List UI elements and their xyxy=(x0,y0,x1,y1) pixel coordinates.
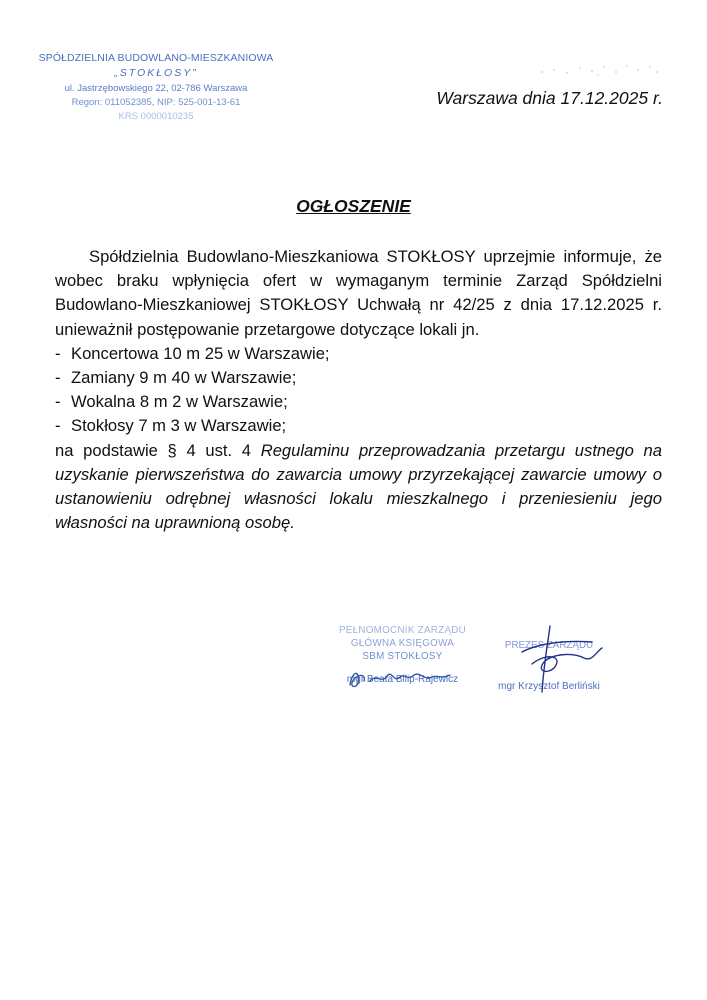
list-dash: - xyxy=(55,416,61,436)
signature-left-org: SBM STOKŁOSY xyxy=(362,651,443,662)
closing-paragraph xyxy=(55,439,662,536)
document-body xyxy=(55,245,662,535)
intro-paragraph: Spółdzielnia Budowlano-Mieszkaniowa STOKŁOSY uprzejmie informuje, że wobec braku wpłynięcia ofert w wymaganym terminie Zarząd Spółdzielni Budowlano-Mieszkaniowej STOKŁOSY Uchwałą nr 42/25 z dnia 17.12.2025 r. unieważnił postępowanie przetargowe dotyczące lokali jn. xyxy=(55,247,662,339)
list-item-text: Zamiany 9 m 40 w Warszawie; xyxy=(71,368,297,388)
company-stamp xyxy=(30,52,282,122)
list-dash: - xyxy=(55,368,61,388)
signature-left-role: GŁÓWNA KSIĘGOWA xyxy=(350,638,455,649)
document-title: OGŁOSZENIE xyxy=(296,196,411,216)
signature-left-name: mgr Beata Bilip-Rajewicz xyxy=(346,674,459,685)
list-dash: - xyxy=(55,392,61,412)
signature-block-left xyxy=(320,625,485,685)
signature-block-right xyxy=(484,640,614,692)
signature-right-name: mgr Krzysztof Berliński xyxy=(498,681,600,692)
list-item xyxy=(55,414,662,438)
document-date: Warszawa dnia 17.12.2025 r. xyxy=(436,88,663,108)
handwritten-signature-left xyxy=(342,663,462,693)
closing-prefix: na podstawie § 4 ust. 4 xyxy=(55,440,261,460)
handwritten-signature-right xyxy=(492,622,607,697)
list-item xyxy=(55,390,662,414)
stamp-company-short-name: „STOKŁOSY” xyxy=(114,67,198,79)
regulation-title: Regulaminu przeprowadzania przetargu ustnego na uzyskanie pierwszeństwa do zawarcia umowy przyrzekającej zawarcie umowy o ustanowieniu odrębnej własności lokalu mieszkalnego i przeniesieniu jego własności na uprawnioną osobę. xyxy=(55,440,662,533)
list-item-text: Koncertowa 10 m 25 w Warszawie; xyxy=(71,343,330,363)
signature-right-title: PREZES ZARZĄDU xyxy=(504,640,594,651)
list-item-text: Wokalna 8 m 2 w Warszawie; xyxy=(71,392,288,412)
stamp-krs: KRS 0000010235 xyxy=(118,111,194,122)
list-item xyxy=(55,342,662,366)
stamp-regon-nip: Regon: 011052385, NIP: 525-001-13-61 xyxy=(71,97,241,108)
list-dash: - xyxy=(55,343,61,363)
stamp-company-name: SPÓŁDZIELNIA BUDOWLANO-MIESZKANIOWA xyxy=(38,52,274,64)
list-item-text: Stokłosy 7 m 3 w Warszawie; xyxy=(71,416,287,436)
stamp-address: ul. Jastrzębowskiego 22, 02-786 Warszawa xyxy=(64,83,248,94)
signature-left-title: PEŁNOMOCNIK ZARZĄDU xyxy=(338,625,467,636)
faint-stamp-mark xyxy=(532,58,662,80)
list-item xyxy=(55,366,662,390)
